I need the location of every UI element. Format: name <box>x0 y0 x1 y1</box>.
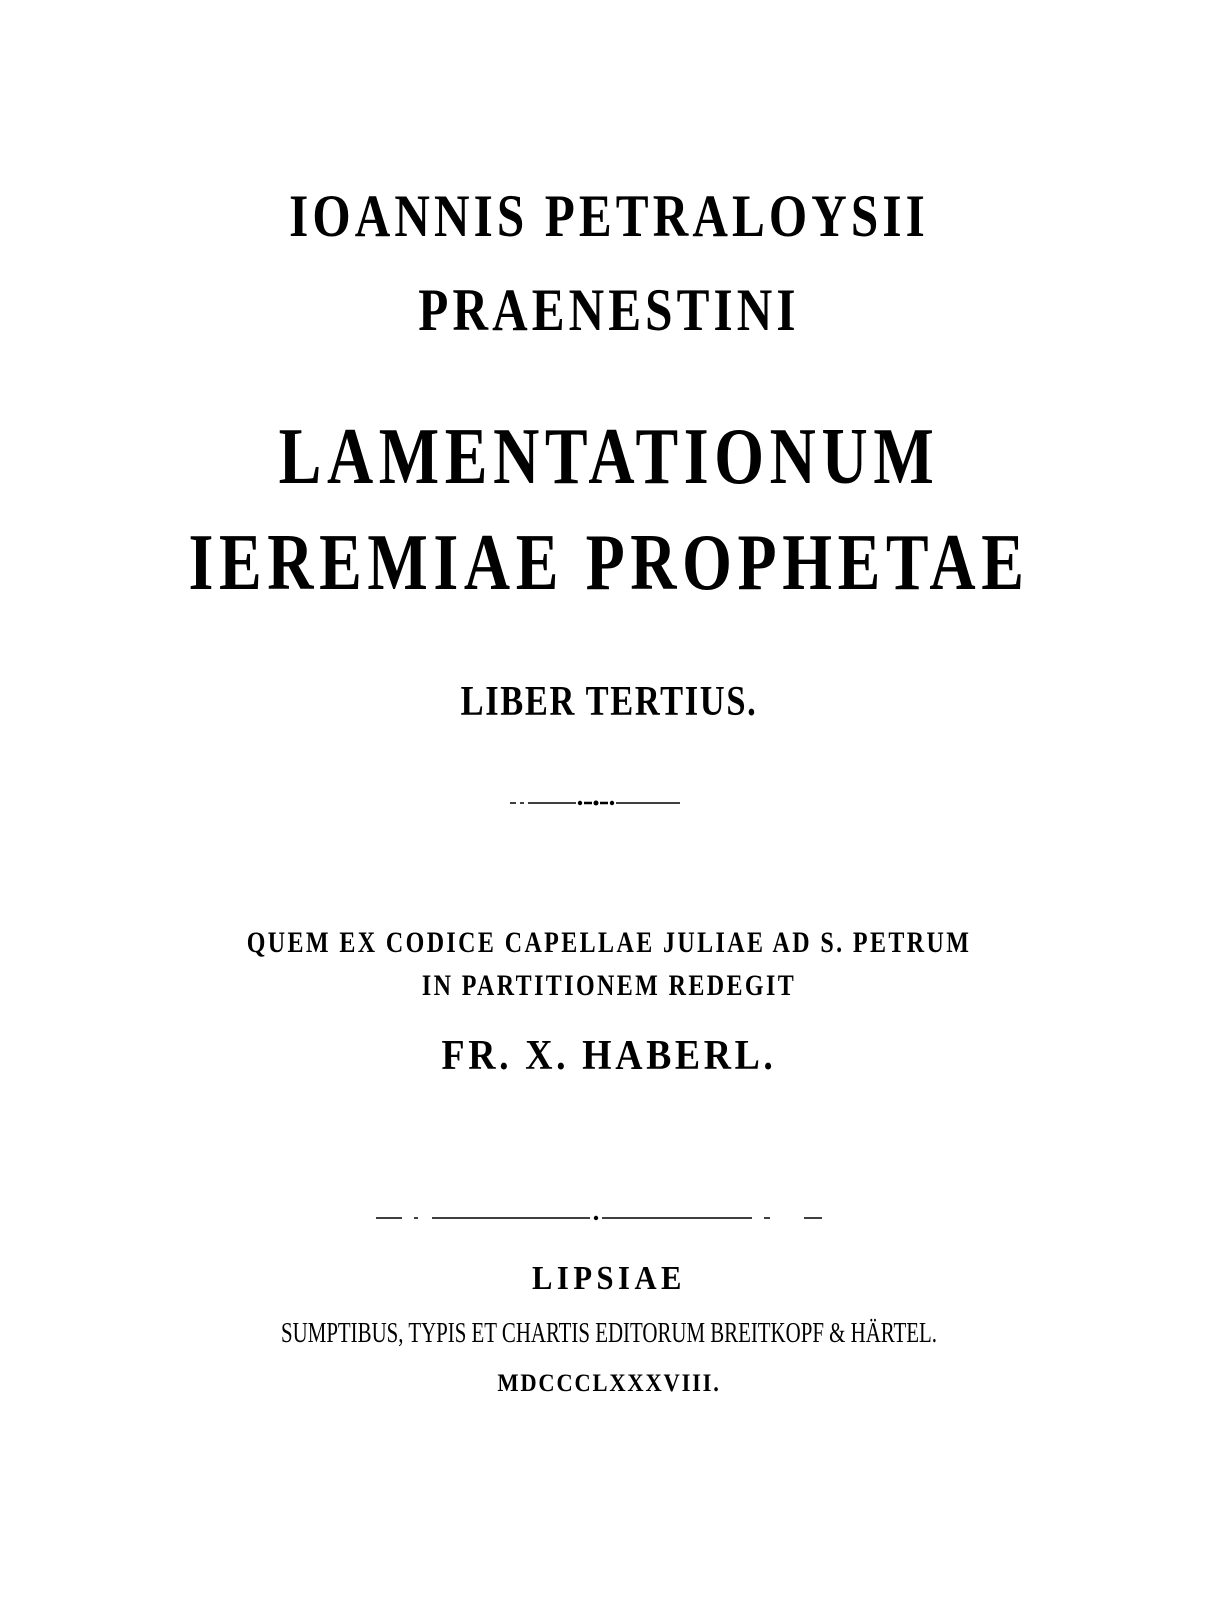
ornamental-rule-bottom <box>376 1212 826 1224</box>
editor-name: FR. X. HABERL. <box>441 1033 777 1079</box>
publication-year: MDCCCLXXXVIII. <box>497 1370 721 1397</box>
work-title-line-2: IEREMIAE PROPHETAE <box>188 519 1030 607</box>
publisher-line: SUMPTIBUS, TYPIS ET CHARTIS EDITORUM BREITKOPF & HÄRTEL. <box>281 1317 937 1349</box>
ornamental-rule-top <box>510 797 690 809</box>
publication-place: LIPSIAE <box>532 1260 686 1297</box>
author-name-line-2: PRAENESTINI <box>418 277 800 343</box>
volume-label: LIBER TERTIUS. <box>460 679 758 725</box>
author-name-line-1: IOANNIS PETRALOYSII <box>289 183 929 249</box>
source-description-line-1: QUEM EX CODICE CAPELLAE JULIAE AD S. PETRUM <box>246 926 972 959</box>
source-description-line-2: IN PARTITIONEM REDEGIT <box>421 969 797 1002</box>
work-title-line-1: LAMENTATIONUM <box>278 413 940 501</box>
